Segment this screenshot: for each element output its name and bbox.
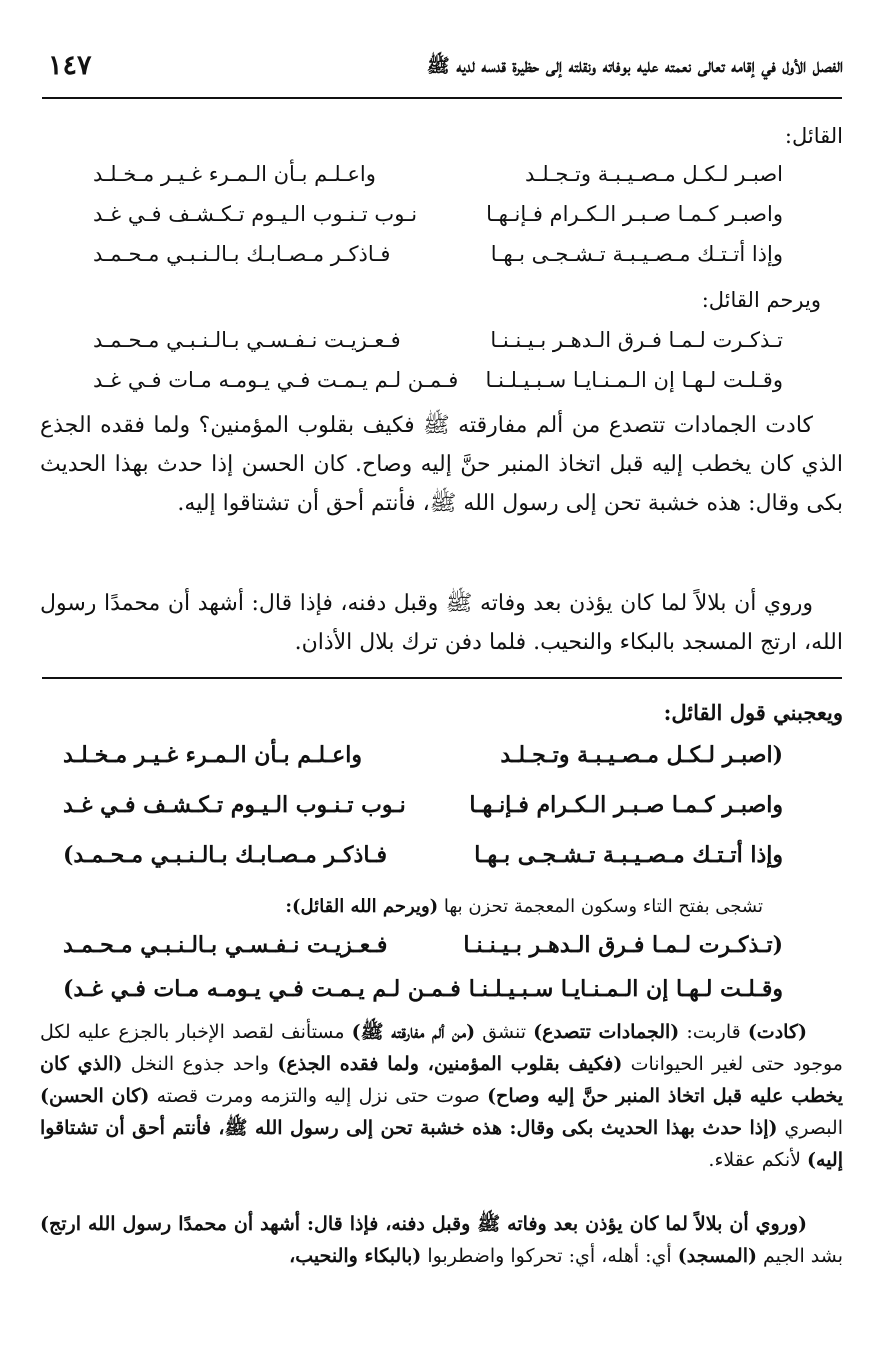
verse-second-hemistich: نـوب تـنـوب الـيـوم تـكـشـف فـي غـد	[63, 792, 406, 818]
commentary-verse-line	[63, 792, 783, 832]
verse-second-hemistich: فـعـزيـت نـفـسـي بـالـنـبـي مـحـمـد	[63, 932, 388, 958]
commentary-text: أي: أهله، أي: تحركوا واضطربوا	[421, 1245, 678, 1267]
verse-first-hemistich: (تـذكـرت لـمـا فـرق الـدهـر بـيـنـنـا	[463, 932, 783, 958]
verse-first-hemistich: تـذكـرت لـمـا فـرق الـدهـر بـيـنـنـا	[490, 328, 783, 352]
verse-first-hemistich: وإذا أتـتـك مـصـيـبـة تـشـجـى بـهـا	[490, 242, 783, 266]
verse-second-hemistich: واعـلـم بـأن الـمـرء غـيـر مـخـلـد	[93, 162, 376, 186]
poem-intro-label: القائل:	[784, 124, 843, 148]
quoted-matn-text: (بالبكاء والنحيب،	[289, 1245, 422, 1267]
verse-second-hemistich: واعـلـم بـأن الـمـرء غـيـر مـخـلـد	[63, 742, 362, 768]
poem-intro-label: ويرحم القائل:	[701, 288, 821, 312]
quoted-matn-text: (الذي كان يخطب عليه قبل اتخاذ المنبر حنَّ إليه وصاح)	[40, 1053, 843, 1107]
verse-line	[93, 242, 783, 276]
commentary-heading: ويعجبني قول القائل:	[663, 700, 843, 725]
commentary-text: واحد جذوع النخل	[122, 1053, 278, 1075]
paragraph-text: وروي أن بلالاً لما كان يؤذن بعد وفاته ﷺ وقبل دفنه، فإذا قال: أشهد أن محمدًا رسول الله، ارتج المسجد بالبكاء والنحيب. فلما دفن ترك بلال الأذان.	[40, 591, 843, 655]
commentary-text: قاربت:	[679, 1021, 748, 1043]
commentary-verse-line	[63, 976, 783, 1016]
verse-line	[93, 368, 783, 402]
commentary-verse-line	[63, 932, 783, 972]
commentary-text: لأنكم عقلاء.	[708, 1149, 808, 1171]
verse-first-hemistich: وقـلـت لـهـا إن الـمـنـايـا سـبـيـلـنـا	[468, 976, 783, 1002]
commentary-text: البصري	[777, 1117, 843, 1139]
verse-line	[93, 162, 783, 196]
commentary-verse-line	[63, 742, 783, 782]
quoted-matn-text: (الجمادات تتصدع)	[533, 1021, 680, 1043]
main-paragraph	[40, 406, 843, 523]
verse-line	[93, 202, 783, 236]
quoted-matn-text: (كادت)	[747, 1021, 807, 1043]
commentary-paragraph	[40, 1016, 843, 1176]
note-bold-text: (ويرحم الله القائل):	[285, 896, 439, 917]
page-header	[40, 46, 843, 90]
verse-second-hemistich: فـمـن لـم يـمـت فـي يـومـه مـات فـي غـد)	[63, 976, 461, 1002]
paragraph-text: كادت الجمادات تتصدع من ألم مفارقته ﷺ فكيف بقلوب المؤمنين؟ ولما فقده الجذع الذي كان يخطب إليه قبل اتخاذ المنبر حنَّ إليه وصاح. كان الحسن إذا حدث بهذا الحديث بكى وقال: هذه خشبة تحن إلى رسول الله ﷺ، فأنتم أحق أن تشتاقوا إليه.	[40, 413, 843, 516]
verse-second-hemistich: نـوب تـنـوب الـيـوم تـكـشـف فـي غـد	[93, 202, 418, 226]
quoted-matn-text: (من ألم مفارقته ﷺ)	[351, 1021, 476, 1043]
verse-first-hemistich: واصبـر كـمـا صـبـر الـكـرام فـإنـهـا	[486, 202, 783, 226]
page-number: ١٤٧	[48, 50, 92, 81]
commentary-paragraph	[40, 1208, 843, 1272]
verse-first-hemistich: وإذا أتـتـك مـصـيـبـة تـشـجـى بـهـا	[474, 842, 783, 868]
verse-second-hemistich: فـاذكـر مـصـابـك بـالـنـبـي مـحـمـد)	[63, 842, 387, 868]
verse-second-hemistich: فـمـن لـم يـمـت فـي يـومـه مـات فـي غـد	[93, 368, 459, 392]
quoted-matn-text: (وروي أن بلالاً لما كان يؤذن بعد وفاته ﷺ وقبل دفنه، فإذا قال: أشهد أن محمدًا رسول الله ارتج)	[40, 1213, 807, 1235]
verse-line	[93, 328, 783, 362]
quoted-matn-text: (إذا حدث بهذا الحديث بكى وقال: هذه خشبة تحن إلى رسول الله ﷺ، فأنتم أحق أن تشتاقوا إليه)	[40, 1117, 843, 1171]
section-divider	[42, 677, 842, 679]
running-title: الفصل الأول في إقامه تعالى نعمته عليه بوفاته ونقلته إلى حظيرة قدسه لديه ﷺ	[426, 55, 843, 77]
commentary-text: بشد الجيم	[756, 1245, 843, 1267]
verse-first-hemistich: واصبـر كـمـا صـبـر الـكـرام فـإنـهـا	[469, 792, 783, 818]
verse-first-hemistich: اصبـر لـكـل مـصـيـبـة وتـجـلـد	[525, 162, 783, 186]
note-plain-text: تشجى بفتح التاء وسكون المعجمة تحزن بها	[443, 896, 763, 917]
commentary-verse-line	[63, 842, 783, 882]
verse-first-hemistich: (اصبـر لـكـل مـصـيـبـة وتـجـلـد	[500, 742, 783, 768]
quoted-matn-text: (المسجد)	[677, 1245, 757, 1267]
quoted-matn-text: (كان الحسن)	[40, 1085, 150, 1107]
header-rule	[42, 97, 842, 99]
commentary-text: مستأنف لقصد الإخبار بالجزع عليه لكل موجود حتى لغير الحيوانات	[40, 1021, 843, 1075]
main-paragraph	[40, 584, 843, 662]
commentary-text: تنشق	[475, 1021, 534, 1043]
commentary-text: صوت حتى نزل إليه والتزمه ومرت قصته	[149, 1085, 488, 1107]
verse-second-hemistich: فـاذكـر مـصـابـك بـالـنـبـي مـحـمـد	[93, 242, 391, 266]
verse-first-hemistich: وقـلـت لـهـا إن الـمـنـايـا سـبـيـلـنـا	[485, 368, 783, 392]
verse-second-hemistich: فـعـزيـت نـفـسـي بـالـنـبـي مـحـمـد	[93, 328, 401, 352]
quoted-matn-text: (فكيف بقلوب المؤمنين، ولما فقده الجذع)	[277, 1053, 623, 1075]
commentary-note	[285, 896, 763, 917]
